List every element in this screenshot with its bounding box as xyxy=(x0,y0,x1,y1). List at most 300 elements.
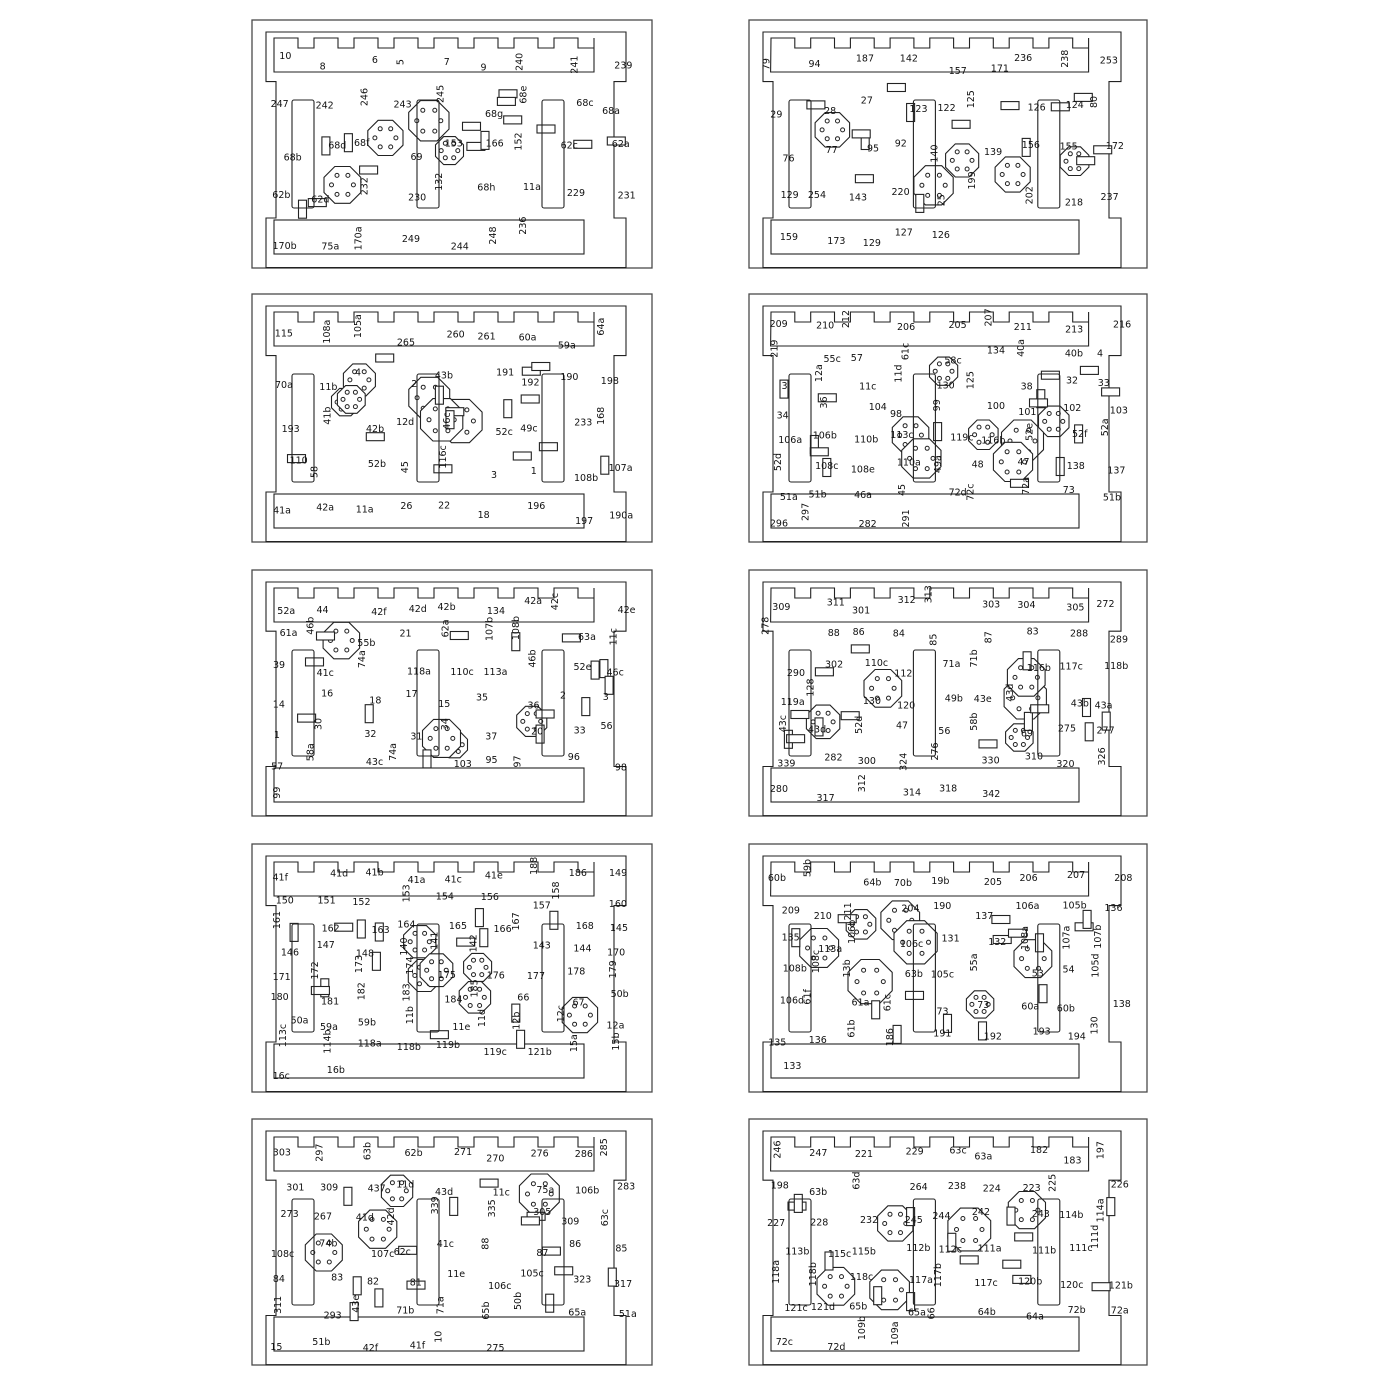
part-label: 171 xyxy=(990,63,1009,75)
part-label: 47 xyxy=(1017,456,1030,468)
part-label: 125 xyxy=(966,90,977,109)
part-label: 15b xyxy=(611,1032,623,1051)
part-label: 11c xyxy=(859,381,877,393)
small-part xyxy=(475,909,483,927)
part-label: 59b xyxy=(357,1017,377,1029)
part-label: 61b xyxy=(846,1019,858,1038)
part-label: 186 xyxy=(568,868,587,879)
part-label: 183 xyxy=(401,983,413,1002)
part-label: 72a xyxy=(1110,1305,1129,1317)
part-label: 119b xyxy=(435,1040,461,1051)
part-label: 198 xyxy=(600,376,619,388)
part-label: 2 xyxy=(411,378,418,390)
part-label: 70a xyxy=(275,380,293,392)
part-label: 42c xyxy=(550,592,562,611)
part-label: 330 xyxy=(981,755,1000,767)
part-label: 58c xyxy=(944,355,962,367)
part-label: 11b xyxy=(319,382,338,394)
part-label: 147 xyxy=(316,939,335,951)
part-label: 12b xyxy=(511,1011,523,1030)
small-part xyxy=(1083,910,1091,928)
part-label: 106a xyxy=(778,435,803,447)
part-label: 163 xyxy=(371,924,390,936)
part-label: 115 xyxy=(274,328,293,340)
small-part xyxy=(1107,1198,1115,1216)
part-label: 41b xyxy=(365,867,384,879)
part-label: 207 xyxy=(983,308,995,327)
small-part xyxy=(550,911,558,929)
part-label: 342 xyxy=(982,789,1001,800)
part-label: 16b xyxy=(326,1065,345,1076)
part-label: 58a xyxy=(305,743,317,762)
part-label: 4 xyxy=(355,367,362,379)
part-label: 61c xyxy=(882,993,894,1012)
part-label: 191 xyxy=(496,367,515,379)
part-label: 212 xyxy=(840,309,852,329)
part-label: 309 xyxy=(772,602,791,614)
small-part xyxy=(357,920,365,938)
part-label: 63c xyxy=(949,1145,967,1157)
part-label: 172 xyxy=(310,961,322,980)
part-label: 25 xyxy=(936,194,948,207)
sheet-10 xyxy=(749,1119,1147,1365)
part-label: 68g xyxy=(485,108,504,120)
small-part xyxy=(480,929,488,947)
part-label: 240 xyxy=(514,52,526,71)
part-label: 106b xyxy=(846,919,858,944)
part-label: 3 xyxy=(781,381,788,393)
part-label: 50b xyxy=(610,989,629,1000)
part-label: 63a xyxy=(974,1151,993,1163)
part-label: 108e xyxy=(850,464,875,476)
part-label: 52b xyxy=(367,459,387,471)
part-label: 62c xyxy=(393,1247,411,1259)
part-label: 317 xyxy=(614,1278,633,1290)
part-label: 146 xyxy=(280,947,300,959)
part-label: 139 xyxy=(984,146,1003,158)
part-label: 37 xyxy=(485,731,498,743)
part-label: 107b xyxy=(484,616,496,641)
part-label: 143 xyxy=(848,192,868,204)
sheet-8 xyxy=(749,844,1147,1092)
part-label: 57 xyxy=(271,761,284,773)
part-label: 68b xyxy=(283,152,302,164)
part-label: 108b xyxy=(510,615,522,641)
part-label: 153 xyxy=(444,138,463,150)
part-label: 54 xyxy=(1062,964,1075,976)
small-part xyxy=(499,90,517,98)
part-label: 120b xyxy=(1018,1276,1043,1288)
part-label: 157 xyxy=(948,66,967,78)
part-label: 52c xyxy=(495,427,513,439)
part-label: 92 xyxy=(894,138,907,150)
part-label: 230 xyxy=(408,192,427,204)
part-label: 161 xyxy=(272,910,284,930)
part-label: 249 xyxy=(401,234,421,246)
part-label: 11c xyxy=(608,628,620,646)
part-label: 121b xyxy=(527,1046,552,1058)
part-label: 82 xyxy=(367,1276,380,1288)
part-label: 184 xyxy=(444,994,463,1006)
part-label: 166 xyxy=(485,138,504,150)
part-label: 293 xyxy=(323,1310,342,1322)
part-label: 191 xyxy=(933,1028,952,1040)
part-label: 181 xyxy=(321,996,340,1008)
part-label: 61f xyxy=(802,989,814,1005)
part-label: 68a xyxy=(602,105,621,117)
small-part xyxy=(376,354,394,362)
part-label: 112 xyxy=(894,668,913,680)
small-part xyxy=(513,452,531,460)
part-label: 106d xyxy=(779,995,805,1007)
part-label: 42f xyxy=(362,1343,379,1355)
part-label: 1 xyxy=(273,730,280,742)
part-label: 108c xyxy=(810,949,822,974)
part-label: 133 xyxy=(783,1061,802,1073)
part-label: 114a xyxy=(1095,1198,1107,1223)
part-label: 149 xyxy=(609,868,628,879)
part-label: 126 xyxy=(1027,102,1046,114)
part-label: 311 xyxy=(826,597,845,609)
part-label: 335 xyxy=(486,1199,498,1218)
part-label: 68h xyxy=(477,182,496,194)
part-label: 160 xyxy=(608,898,627,910)
part-label: 124 xyxy=(1065,100,1084,112)
part-label: 63c xyxy=(599,1208,611,1227)
small-part xyxy=(375,1289,383,1307)
part-label: 159 xyxy=(779,231,799,243)
part-label: 49a xyxy=(933,455,945,474)
part-label: 224 xyxy=(982,1183,1001,1195)
part-label: 62a xyxy=(440,619,452,638)
part-label: 43e xyxy=(973,693,992,705)
part-label: 7 xyxy=(443,57,450,69)
part-label: 51a xyxy=(618,1308,637,1320)
part-label: 276 xyxy=(930,742,942,761)
part-label: 280 xyxy=(769,783,789,795)
small-part xyxy=(1001,102,1019,110)
part-label: 118a xyxy=(771,1259,783,1284)
part-label: 3 xyxy=(602,692,609,704)
part-label: 55a xyxy=(969,953,980,972)
part-label: 136 xyxy=(1104,903,1123,915)
part-label: 40b xyxy=(1064,348,1084,360)
part-label: 125 xyxy=(965,371,977,390)
part-label: 94 xyxy=(808,58,821,70)
part-label: 112c xyxy=(938,1244,962,1256)
part-label: 117b xyxy=(932,1263,944,1288)
part-label: 51b xyxy=(808,489,827,501)
part-label: 52e xyxy=(1024,422,1036,441)
part-label: 86 xyxy=(569,1238,582,1250)
small-part xyxy=(872,1001,880,1019)
part-label: 140 xyxy=(399,937,410,956)
part-label: 290 xyxy=(786,667,806,679)
part-label: 209 xyxy=(781,905,800,917)
part-label: 211 xyxy=(1013,322,1032,334)
part-label: 5 xyxy=(395,59,407,66)
part-label: 216 xyxy=(1113,319,1132,331)
part-label: 43c xyxy=(778,714,789,733)
small-part xyxy=(317,632,335,640)
part-label: 314 xyxy=(902,787,922,799)
octagon-part xyxy=(815,113,850,148)
part-label: 16 xyxy=(321,688,334,700)
part-label: 42d xyxy=(408,604,427,616)
part-label: 236 xyxy=(517,216,529,235)
part-label: 62b xyxy=(272,189,291,201)
part-label: 197 xyxy=(1095,1141,1107,1160)
part-label: 264 xyxy=(909,1182,928,1193)
small-part xyxy=(423,750,431,768)
part-label: 41d xyxy=(355,1212,374,1224)
part-label: 11c xyxy=(492,1187,510,1199)
small-part xyxy=(532,363,550,371)
part-label: 118b xyxy=(808,1262,820,1287)
part-label: 43d xyxy=(1005,683,1016,702)
part-label: 3 xyxy=(491,470,498,482)
part-label: 186 xyxy=(884,1028,896,1047)
part-label: 132 xyxy=(988,936,1007,948)
part-label: 43b xyxy=(1070,698,1089,710)
part-label: 62c xyxy=(560,140,578,152)
part-label: 118b xyxy=(1104,660,1129,672)
part-label: 58b xyxy=(969,712,980,731)
part-label: 168 xyxy=(575,920,594,932)
part-label: 55b xyxy=(357,637,376,649)
part-label: 246 xyxy=(359,87,371,107)
sheet-9 xyxy=(252,1119,652,1365)
part-label: 205 xyxy=(983,876,1003,888)
part-label: 106a xyxy=(1015,900,1040,912)
part-label: 116c xyxy=(438,445,449,469)
part-label: 119c xyxy=(950,432,974,444)
part-label: 142 xyxy=(899,53,918,65)
part-label: 170 xyxy=(607,947,626,959)
part-label: 47 xyxy=(896,720,909,732)
part-label: 74b xyxy=(319,1238,338,1250)
part-label: 193 xyxy=(1032,1026,1051,1038)
part-label: 305 xyxy=(533,1206,552,1218)
small-part xyxy=(1077,157,1095,165)
part-label: 36 xyxy=(527,700,540,712)
small-part xyxy=(810,448,828,456)
part-label: 182 xyxy=(1030,1145,1049,1156)
part-label: 210 xyxy=(813,910,832,922)
small-part xyxy=(807,101,825,109)
part-label: 60b xyxy=(1056,1003,1075,1015)
part-label: 68d xyxy=(328,140,347,152)
part-label: 245 xyxy=(904,1215,923,1227)
part-label: 192 xyxy=(983,1031,1002,1043)
part-label: 276 xyxy=(530,1148,549,1160)
part-label: 60a xyxy=(1021,1001,1040,1013)
part-label: 135 xyxy=(768,1037,787,1049)
part-label: 41c xyxy=(316,668,334,680)
part-label: 4 xyxy=(1097,348,1104,360)
part-label: 6 xyxy=(371,55,378,67)
part-label: 118c xyxy=(849,1272,874,1284)
part-label: 40a xyxy=(1016,338,1028,357)
part-label: 168 xyxy=(596,406,608,425)
part-label: 33 xyxy=(1097,378,1110,389)
octagon-part xyxy=(409,101,449,141)
part-label: 326 xyxy=(1096,747,1108,766)
part-label: 204 xyxy=(901,903,920,915)
part-label: 261 xyxy=(477,331,496,343)
part-label: 63b xyxy=(809,1187,828,1199)
part-label: 63a xyxy=(578,631,596,643)
small-part xyxy=(601,456,609,474)
part-label: 231 xyxy=(617,190,636,202)
part-label: 194 xyxy=(1067,1031,1086,1043)
part-label: 45 xyxy=(399,461,411,474)
part-label: 339 xyxy=(777,758,796,770)
part-label: 72d xyxy=(827,1342,846,1353)
part-label: 95 xyxy=(867,143,880,155)
part-label: 196 xyxy=(527,500,546,512)
part-label: 74a xyxy=(357,650,369,669)
small-part xyxy=(450,632,468,640)
part-label: 41f xyxy=(272,872,288,884)
part-label: 103 xyxy=(1109,405,1128,417)
part-label: 61a xyxy=(851,997,870,1009)
part-label: 117a xyxy=(909,1274,933,1286)
part-label: 324 xyxy=(898,752,910,771)
part-label: 239 xyxy=(614,60,633,72)
part-label: 65b xyxy=(481,1301,493,1320)
part-label: 65a xyxy=(908,1307,926,1319)
part-label: 110a xyxy=(896,457,921,469)
part-label: 129 xyxy=(780,190,799,201)
part-label: 15 xyxy=(438,698,451,710)
part-label: 63b xyxy=(904,969,923,981)
part-label: 52e xyxy=(573,662,592,674)
part-label: 228 xyxy=(810,1217,829,1229)
part-label: 43d xyxy=(435,1187,454,1199)
part-label: 11d xyxy=(396,1179,415,1191)
part-label: 72c xyxy=(965,483,977,501)
part-label: 323 xyxy=(573,1274,592,1286)
part-label: 111d xyxy=(1089,1224,1101,1249)
part-label: 157 xyxy=(532,900,551,912)
part-label: 43a xyxy=(1094,700,1113,712)
part-label: 210 xyxy=(816,320,835,332)
part-label: 36 xyxy=(819,396,830,409)
part-label: 41c xyxy=(436,1238,455,1250)
part-label: 49c xyxy=(520,423,538,435)
part-label: 152 xyxy=(352,897,371,909)
part-label: 98 xyxy=(890,408,903,420)
part-label: 99 xyxy=(932,399,944,412)
part-label: 132 xyxy=(433,172,445,191)
part-label: 79 xyxy=(761,58,773,71)
part-label: 112b xyxy=(906,1243,931,1255)
part-label: 108c xyxy=(270,1249,295,1260)
part-label: 103 xyxy=(453,758,472,770)
part-label: 183 xyxy=(1063,1155,1082,1167)
part-label: 18 xyxy=(369,695,382,707)
part-label: 85 xyxy=(615,1243,628,1255)
part-label: 247 xyxy=(809,1147,828,1159)
part-label: 88 xyxy=(827,628,840,639)
part-label: 309 xyxy=(561,1216,580,1228)
part-label: 245 xyxy=(435,84,447,103)
part-label: 199 xyxy=(966,171,978,190)
part-label: 226 xyxy=(1110,1179,1129,1191)
part-label: 179 xyxy=(607,960,619,979)
part-label: 66 xyxy=(926,1307,938,1320)
part-label: 71a xyxy=(942,659,961,670)
part-label: 19b xyxy=(931,876,950,887)
small-part xyxy=(480,1179,498,1187)
part-label: 26 xyxy=(400,501,413,513)
part-label: 150 xyxy=(275,895,294,907)
part-label: 190a xyxy=(609,510,634,522)
part-label: 32 xyxy=(1066,375,1079,387)
part-label: 282 xyxy=(858,519,877,531)
part-label: 180 xyxy=(270,992,289,1004)
part-label: 113a xyxy=(818,943,843,955)
part-label: 135 xyxy=(781,932,800,944)
sheet-3 xyxy=(252,294,652,542)
part-label: 229 xyxy=(905,1146,924,1158)
part-label: 134 xyxy=(486,606,506,617)
part-label: 72c xyxy=(775,1337,794,1348)
small-part xyxy=(934,423,942,441)
part-label: 286 xyxy=(574,1149,593,1161)
part-label: 100 xyxy=(986,401,1006,413)
part-label: 311 xyxy=(273,1295,285,1314)
part-label: 30 xyxy=(313,717,325,730)
part-label: 11e xyxy=(452,1021,471,1033)
part-label: 339 xyxy=(429,1196,441,1215)
part-label: 121c xyxy=(784,1302,808,1314)
part-label: 75a xyxy=(536,1185,555,1196)
part-label: 148 xyxy=(355,948,375,960)
part-label: 302 xyxy=(825,659,844,671)
small-part xyxy=(344,1187,352,1205)
part-label: 118a xyxy=(407,666,431,678)
sheet-7 xyxy=(252,844,652,1092)
part-label: 171 xyxy=(272,971,291,983)
part-label: 107c xyxy=(371,1248,395,1260)
part-label: 106b xyxy=(812,430,837,442)
part-label: 110c xyxy=(450,666,474,678)
part-label: 84 xyxy=(892,628,905,640)
part-label: 12a xyxy=(814,364,826,383)
part-label: 243 xyxy=(1031,1209,1050,1221)
part-label: 108a xyxy=(321,319,333,344)
small-part xyxy=(1041,371,1059,379)
part-label: 303 xyxy=(272,1147,291,1159)
part-label: 121d xyxy=(810,1302,836,1313)
part-label: 154 xyxy=(435,891,454,903)
part-label: 71b xyxy=(969,649,980,668)
part-label: 32 xyxy=(364,729,377,740)
part-label: 238 xyxy=(1060,49,1072,68)
part-label: 48 xyxy=(971,459,984,471)
part-label: 176 xyxy=(486,970,505,982)
part-label: 12d xyxy=(396,417,415,429)
part-label: 27 xyxy=(860,95,873,107)
small-part xyxy=(521,1217,539,1225)
part-label: 42f xyxy=(371,606,387,618)
part-label: 205 xyxy=(948,320,967,331)
part-label: 275 xyxy=(1057,723,1077,735)
part-label: 110b xyxy=(854,434,879,446)
part-label: 42a xyxy=(316,502,335,514)
